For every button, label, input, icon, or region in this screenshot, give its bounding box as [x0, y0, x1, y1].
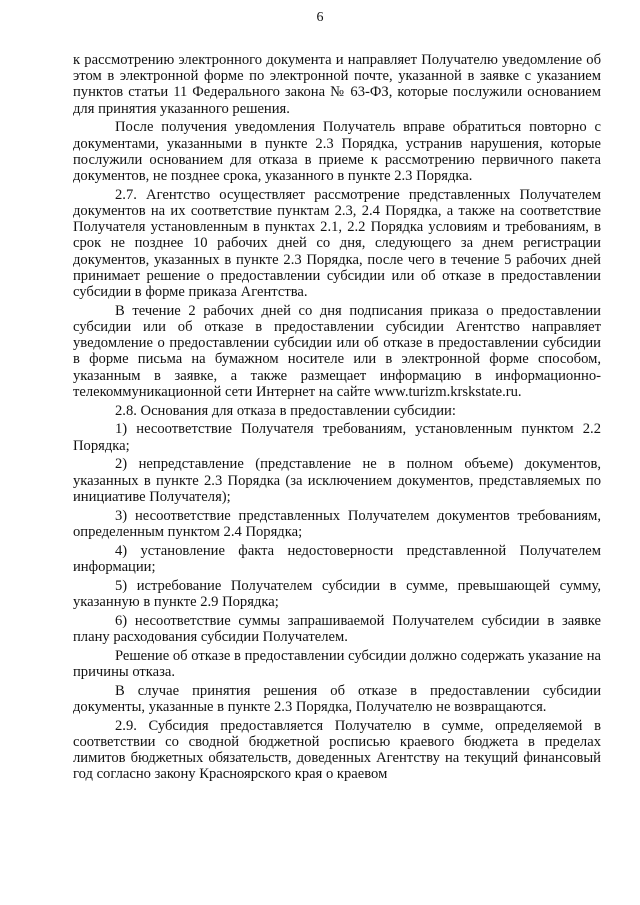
paragraph-resubmission: После получения уведомления Получатель вправе обратиться повторно с документами, указанными в пункте 2.3 Порядка, устранив нарушения, которые послужили основанием для отказа в приеме к рассмотрению первичного пакета документов, не позднее срока, указанного в пункте 2.3 Порядка.	[73, 119, 601, 185]
paragraph-2-7: 2.7. Агентство осуществляет рассмотрение представленных Получателем документов на их соответствие пунктам 2.3, 2.4 Порядка, а также на соответствие Получателя установленным в пунктах 2.1, 2.2 Порядка условиям и требованиям, в срок не позднее 10 рабочих дней со дня, следующего за днем регистрации документов, указанных в пункте 2.3 Порядка, после чего в течение 5 рабочих дней принимает решение о предоставлении субсидии или об отказе в предоставлении субсидии в форме приказа Агентства.	[73, 186, 601, 301]
list-item-6: 6) несоответствие суммы запрашиваемой Получателем субсидии в заявке плану расходования субсидии Получателем.	[73, 612, 601, 645]
list-item-5: 5) истребование Получателем субсидии в сумме, превышающей сумму, указанную в пункте 2.9 Порядка;	[73, 577, 601, 610]
paragraph-continuation: к рассмотрению электронного документа и направляет Получателю уведомление об этом в электронной форме по электронной почте, указанной в заявке с указанием пунктов статьи 11 Федерального закона № 63-ФЗ, которые послужили основанием для принятия указанного решения.	[73, 52, 601, 117]
paragraph-notification: В течение 2 рабочих дней со дня подписания приказа о предоставлении субсидии или об отказе в предоставлении субсидии Агентство направляет уведомление о предоставлении субсидии или об отказе в предоставлении субсидии в форме письма на бумажном носителе или в электронной форме способом, указанным в заявке, а также размещает информацию в информационно-телекоммуникационной сети Интернет на сайте www.turizm.krskstate.ru.	[73, 302, 601, 400]
page-number: 6	[316, 10, 324, 25]
list-item-3: 3) несоответствие представленных Получателем документов требованиям, определенным пунктом 2.4 Порядка;	[73, 507, 601, 540]
list-item-2: 2) непредставление (представление не в полном объеме) документов, указанных в пункте 2.3 Порядка (за исключением документов, представляемых по инициативе Получателя);	[73, 456, 601, 505]
paragraph-2-9: 2.9. Субсидия предоставляется Получателю в сумме, определяемой в соответствии со сводной бюджетной росписью краевого бюджета в пределах лимитов бюджетных обязательств, доведенных Агентству на текущий финансовый год согласно закону Красноярского края о краевом	[73, 717, 601, 783]
paragraph-documents-not-returned: В случае принятия решения об отказе в предоставлении субсидии документы, указанные в пункте 2.3 Порядка, Получателю не возвращаются.	[73, 682, 601, 715]
document-body	[73, 52, 601, 782]
paragraph-refusal-reason: Решение об отказе в предоставлении субсидии должно содержать указание на причины отказа.	[73, 647, 601, 680]
list-item-1: 1) несоответствие Получателя требованиям, установленным пунктом 2.2 Порядка;	[73, 421, 601, 454]
list-item-4: 4) установление факта недостоверности представленной Получателем информации;	[73, 542, 601, 575]
paragraph-2-8: 2.8. Основания для отказа в предоставлении субсидии:	[115, 402, 456, 419]
